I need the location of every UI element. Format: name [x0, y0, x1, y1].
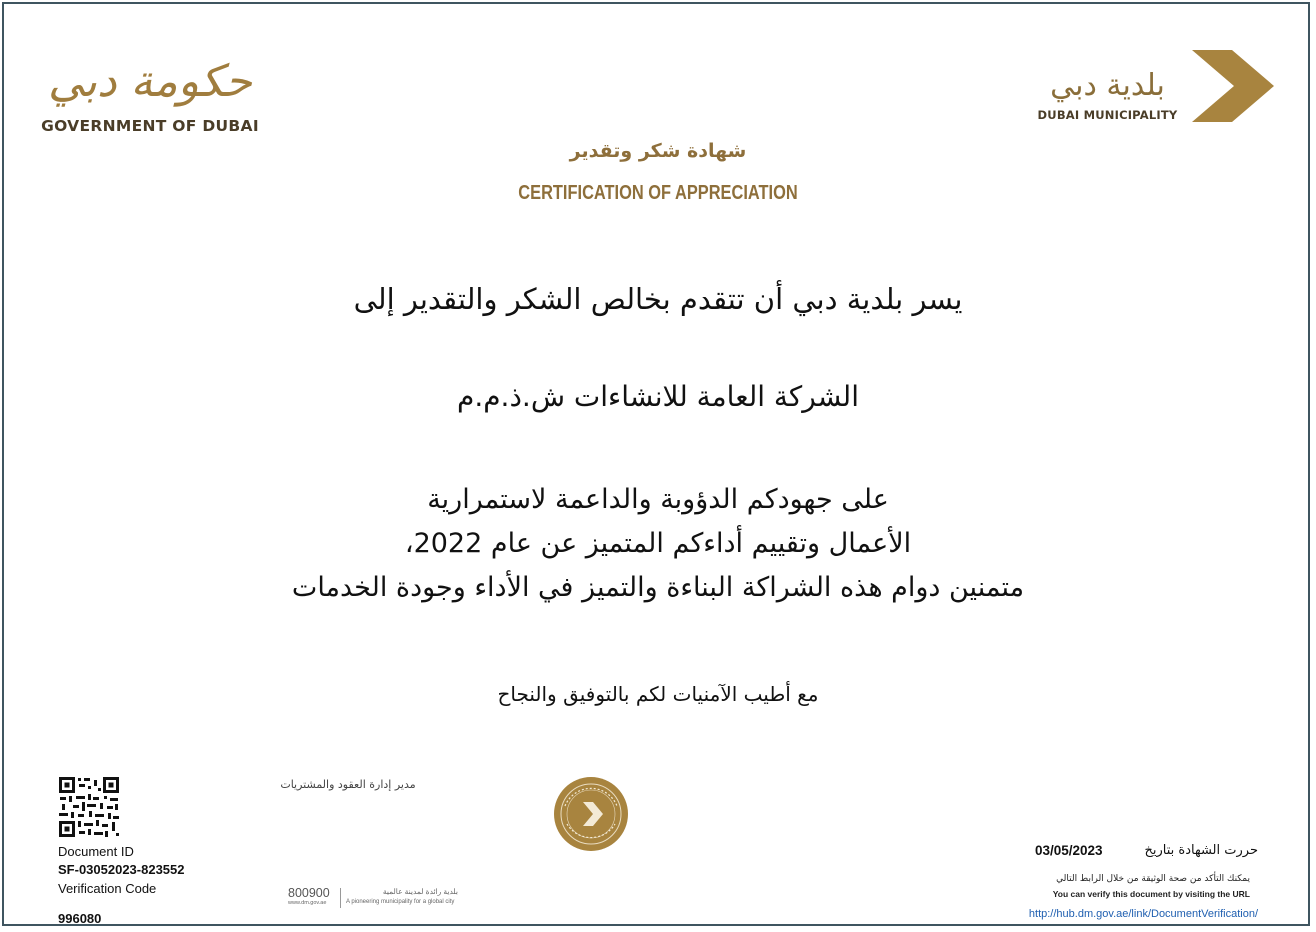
paragraph-line: الأعمال وتقييم أداءكم المتميز عن عام 2022،: [404, 528, 912, 559]
verify-note-arabic: يمكنك التأكد من صحة الوثيقة من خلال الرابط التالي: [1056, 874, 1250, 884]
verification-code-value: 996080: [58, 911, 102, 926]
verify-note-english: You can verify this document by visiting the URL: [1052, 889, 1250, 899]
title-english: CERTIFICATION OF APPRECIATION: [518, 182, 798, 204]
footer-phone: 800900: [288, 886, 330, 900]
issue-date-label: حررت الشهادة بتاريخ: [1144, 843, 1258, 858]
recipient-name: الشركة العامة للانشاءات ش.ذ.م.م: [456, 380, 859, 413]
verification-code-label: Verification Code: [58, 881, 157, 896]
verification-link[interactable]: http://hub.dm.gov.ae/link/DocumentVerification/: [1028, 908, 1258, 920]
footer-divider: [340, 888, 341, 908]
dm-logo-arabic: بلدية دبي: [1050, 68, 1165, 103]
dm-logo-english: DUBAI MUNICIPALITY: [1037, 108, 1178, 122]
footer-tagline-arabic: بلدية رائدة لمدينة عالمية: [382, 887, 458, 896]
signatory-title: مدير إدارة العقود والمشتريات: [280, 778, 416, 791]
appreciation-paragraph: [0, 478, 1316, 610]
document-id-label: Document ID: [58, 844, 134, 859]
gov-logo-arabic: حكومة دبي: [48, 56, 252, 107]
qr-code-icon: [58, 776, 120, 838]
paragraph-line: على جهودكم الدؤوبة والداعمة لاستمرارية: [427, 484, 889, 515]
footer-tagline-english: A pioneering municipality for a global city: [346, 899, 455, 905]
wishes-line: مع أطيب الآمنيات لكم بالتوفيق والنجاح: [497, 682, 819, 706]
dm-chevron-icon: [1188, 50, 1274, 122]
document-id-value: SF-03052023-823552: [58, 862, 185, 877]
title-arabic: شهادة شكر وتقدير: [569, 140, 747, 162]
dm-seal-icon: [553, 776, 629, 852]
footer-site: www.dm.gov.ae: [288, 900, 327, 906]
gov-logo-english: GOVERNMENT OF DUBAI: [41, 117, 259, 135]
paragraph-line: متمنين دوام هذه الشراكة البناءة والتميز في الأداء وجودة الخدمات: [291, 572, 1025, 603]
intro-line: يسر بلدية دبي أن تتقدم بخالص الشكر والتقدير إلى: [353, 282, 963, 316]
issue-date-value: 03/05/2023: [1035, 843, 1103, 858]
